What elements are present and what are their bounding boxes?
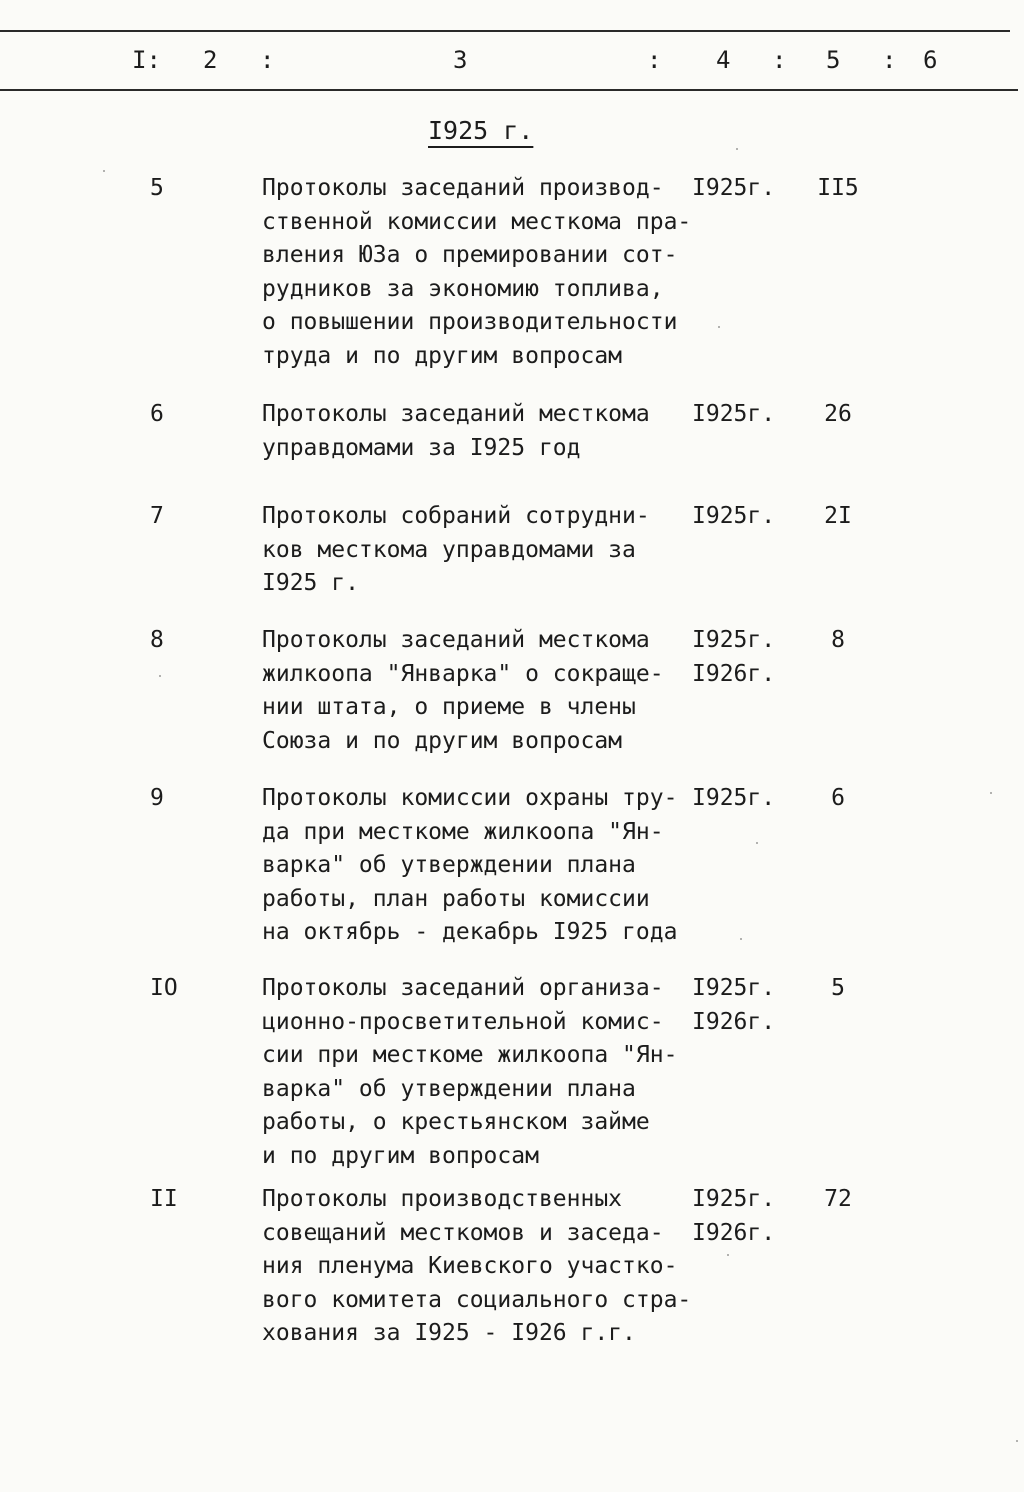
column-separator: : bbox=[772, 46, 787, 74]
entry-sheet-count: 8 bbox=[831, 627, 845, 653]
column-header-3: 3 bbox=[453, 46, 468, 74]
section-year-heading: I925 г. bbox=[428, 116, 534, 145]
column-separator: : bbox=[647, 46, 662, 74]
entry-dates bbox=[692, 972, 775, 1039]
description-line: жилкоопа "Январка" о сокраще- bbox=[262, 660, 664, 687]
description-line: на октябрь - декабрь I925 года bbox=[262, 919, 678, 946]
description-line: и по другим вопросам bbox=[262, 1142, 539, 1169]
entry-number: II bbox=[150, 1186, 178, 1212]
scan-speck bbox=[736, 148, 738, 150]
entry-sheet-count: 26 bbox=[824, 401, 852, 427]
header-top-rule bbox=[0, 30, 1010, 32]
entry-date: I925г. bbox=[692, 503, 776, 529]
description-line: ционно-просветительной комис- bbox=[262, 1008, 664, 1035]
scan-speck bbox=[103, 170, 105, 172]
description-line: вого комитета социального стра- bbox=[262, 1286, 692, 1313]
entry-description bbox=[262, 172, 691, 374]
description-line: Протоколы комиссии охраны тру- bbox=[262, 785, 678, 811]
entry-date: I925г. bbox=[692, 627, 776, 653]
description-line: Протоколы заседаний месткома bbox=[262, 401, 650, 427]
description-line: ния пленума Киевского участко- bbox=[262, 1253, 678, 1280]
entry-number: 9 bbox=[150, 785, 164, 811]
entry-date: I926г. bbox=[692, 660, 776, 687]
entry-number: IO bbox=[150, 975, 178, 1001]
entry-dates bbox=[692, 500, 775, 534]
description-line: I925 г. bbox=[262, 570, 359, 597]
entry-number: 8 bbox=[150, 627, 164, 653]
header-bottom-rule bbox=[0, 89, 1018, 91]
scan-speck bbox=[159, 675, 161, 677]
description-line: нии штата, о приеме в члены bbox=[262, 694, 636, 721]
description-line: работы, план работы комиссии bbox=[262, 885, 650, 912]
description-line: совещаний месткомов и заседа- bbox=[262, 1219, 664, 1246]
scan-speck bbox=[1016, 1440, 1018, 1442]
description-line: да при месткоме жилкоопа "Ян- bbox=[262, 818, 664, 845]
entry-dates bbox=[692, 172, 775, 206]
entry-description bbox=[262, 398, 650, 465]
scan-speck bbox=[740, 938, 742, 940]
entry-sheet-count: II5 bbox=[817, 175, 859, 201]
description-line: рудников за экономию топлива, bbox=[262, 275, 664, 302]
description-line: Протоколы заседаний производ- bbox=[262, 175, 664, 201]
entry-sheet-count: 6 bbox=[831, 785, 845, 811]
entry-description bbox=[262, 972, 677, 1174]
entry-description bbox=[262, 624, 664, 758]
entry-date: I925г. bbox=[692, 175, 776, 201]
description-line: сии при месткоме жилкоопа "Ян- bbox=[262, 1042, 678, 1069]
column-header-1: I: bbox=[132, 46, 161, 74]
column-header-4: 4 bbox=[716, 46, 731, 74]
entry-sheet-count: 2I bbox=[824, 503, 852, 529]
column-header-6: 6 bbox=[923, 46, 938, 74]
entry-number: 7 bbox=[150, 503, 164, 529]
column-header-2: 2 bbox=[203, 46, 218, 74]
column-separator: : bbox=[260, 46, 275, 74]
description-line: о повышении производительности bbox=[262, 309, 678, 336]
entry-date: I925г. bbox=[692, 1186, 776, 1212]
entry-date: I926г. bbox=[692, 1008, 776, 1035]
entry-date: I925г. bbox=[692, 401, 776, 427]
scan-speck bbox=[718, 326, 720, 328]
column-header-5: 5 bbox=[826, 46, 841, 74]
entry-dates bbox=[692, 624, 775, 691]
column-separator: : bbox=[882, 46, 897, 74]
entry-date: I925г. bbox=[692, 785, 776, 811]
scan-speck bbox=[756, 842, 758, 844]
entry-dates bbox=[692, 398, 775, 432]
description-line: вления ЮЗа о премировании сот- bbox=[262, 242, 678, 269]
description-line: Протоколы заседаний месткома bbox=[262, 627, 650, 653]
description-line: управдомами за I925 год bbox=[262, 434, 581, 461]
description-line: Союза и по другим вопросам bbox=[262, 727, 623, 754]
entry-date: I926г. bbox=[692, 1219, 776, 1246]
description-line: ственной комиссии месткома пра- bbox=[262, 208, 692, 235]
entry-description bbox=[262, 1183, 691, 1351]
description-line: варка" об утверждении плана bbox=[262, 1075, 636, 1102]
entry-number: 5 bbox=[150, 175, 164, 201]
description-line: ков месткома управдомами за bbox=[262, 536, 636, 563]
description-line: варка" об утверждении плана bbox=[262, 852, 636, 879]
description-line: Протоколы производственных bbox=[262, 1186, 623, 1212]
description-line: работы, о крестьянском займе bbox=[262, 1109, 650, 1136]
entry-description bbox=[262, 782, 677, 950]
description-line: Протоколы собраний сотрудни- bbox=[262, 503, 650, 529]
description-line: хования за I925 - I926 г.г. bbox=[262, 1320, 636, 1347]
description-line: труда и по другим вопросам bbox=[262, 342, 623, 369]
entry-number: 6 bbox=[150, 401, 164, 427]
description-line: Протоколы заседаний организа- bbox=[262, 975, 664, 1001]
entry-sheet-count: 72 bbox=[824, 1186, 852, 1212]
entry-dates bbox=[692, 1183, 775, 1250]
scan-speck bbox=[727, 1254, 729, 1256]
entry-date: I925г. bbox=[692, 975, 776, 1001]
entry-description bbox=[262, 500, 650, 601]
entry-sheet-count: 5 bbox=[831, 975, 845, 1001]
entry-dates bbox=[692, 782, 775, 816]
scan-speck bbox=[990, 792, 992, 794]
